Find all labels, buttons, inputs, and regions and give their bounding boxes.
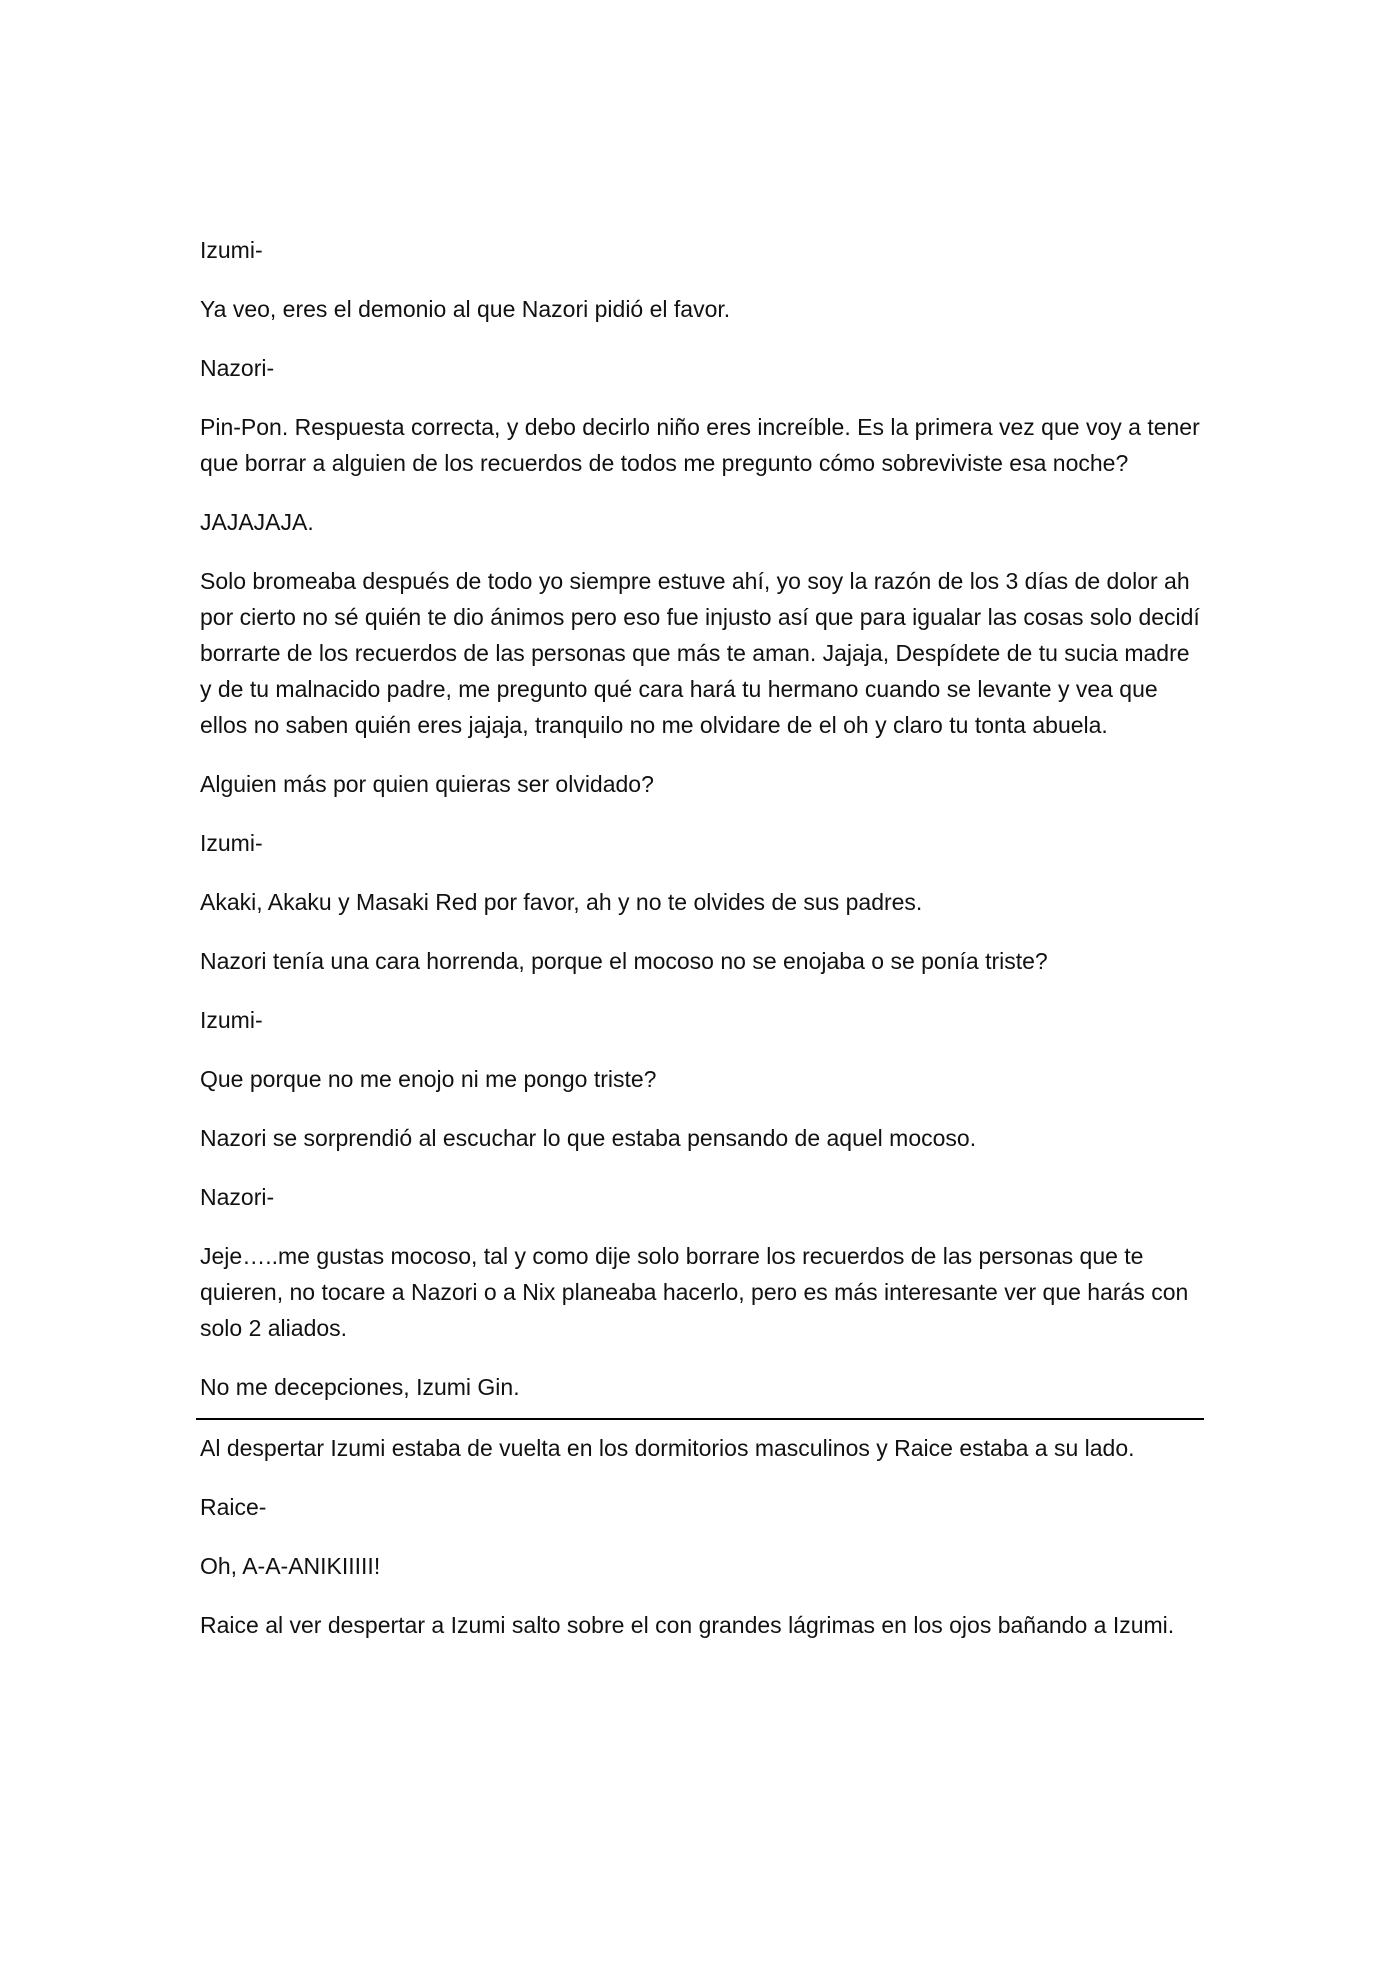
paragraph: JAJAJAJA. xyxy=(200,509,314,535)
paragraph: Nazori- xyxy=(200,1184,275,1210)
paragraph: Akaki, Akaku y Masaki Red por favor, ah y no te olvides de sus padres. xyxy=(200,889,923,915)
paragraph: Ya veo, eres el demonio al que Nazori pidió el favor. xyxy=(200,296,731,322)
paragraph: Izumi- xyxy=(200,1007,263,1033)
paragraph: Izumi- xyxy=(200,830,263,856)
paragraph: Izumi- xyxy=(200,237,263,263)
paragraph: Alguien más por quien quieras ser olvidado? xyxy=(200,771,654,797)
paragraph: Oh, A-A-ANIKIIIII! xyxy=(200,1553,381,1579)
paragraph: Solo bromeaba después de todo yo siempre estuve ahí, yo soy la razón de los 3 días de dolor ah por cierto no sé quién te dio ánimos pero eso fue injusto así que para igualar las cosas solo decidí borrarte de los recuerdos de las personas que más te aman. Jajaja, Despídete de tu sucia madre y de tu malnacido padre, me pregunto qué cara hará tu hermano cuando se levante y vea que ellos no saben quién eres jajaja, tranquilo no me olvidare de el oh y claro tu tonta abuela. xyxy=(200,568,1200,738)
paragraph: Nazori tenía una cara horrenda, porque el mocoso no se enojaba o se ponía triste? xyxy=(200,948,1048,974)
paragraph: Nazori- xyxy=(200,355,275,381)
paragraph: Al despertar Izumi estaba de vuelta en los dormitorios masculinos y Raice estaba a su lado. xyxy=(200,1435,1135,1461)
paragraph: No me decepciones, Izumi Gin. xyxy=(200,1374,520,1400)
paragraph: Jeje…..me gustas mocoso, tal y como dije solo borrare los recuerdos de las personas que te quieren, no tocare a Nazori o a Nix planeaba hacerlo, pero es más interesante ver que harás con solo 2 aliados. xyxy=(200,1243,1189,1341)
section-divider xyxy=(196,1418,1204,1420)
paragraph: Raice al ver despertar a Izumi salto sobre el con grandes lágrimas en los ojos bañando a Izumi. xyxy=(200,1612,1175,1638)
document-body xyxy=(200,232,1204,1666)
paragraph: Nazori se sorprendió al escuchar lo que estaba pensando de aquel mocoso. xyxy=(200,1125,977,1151)
paragraph: Que porque no me enojo ni me pongo triste? xyxy=(200,1066,657,1092)
paragraph: Raice- xyxy=(200,1494,267,1520)
paragraph: Pin-Pon. Respuesta correcta, y debo decirlo niño eres increíble. Es la primera vez que voy a tener que borrar a alguien de los recuerdos de todos me pregunto cómo sobreviviste esa noche? xyxy=(200,414,1200,476)
